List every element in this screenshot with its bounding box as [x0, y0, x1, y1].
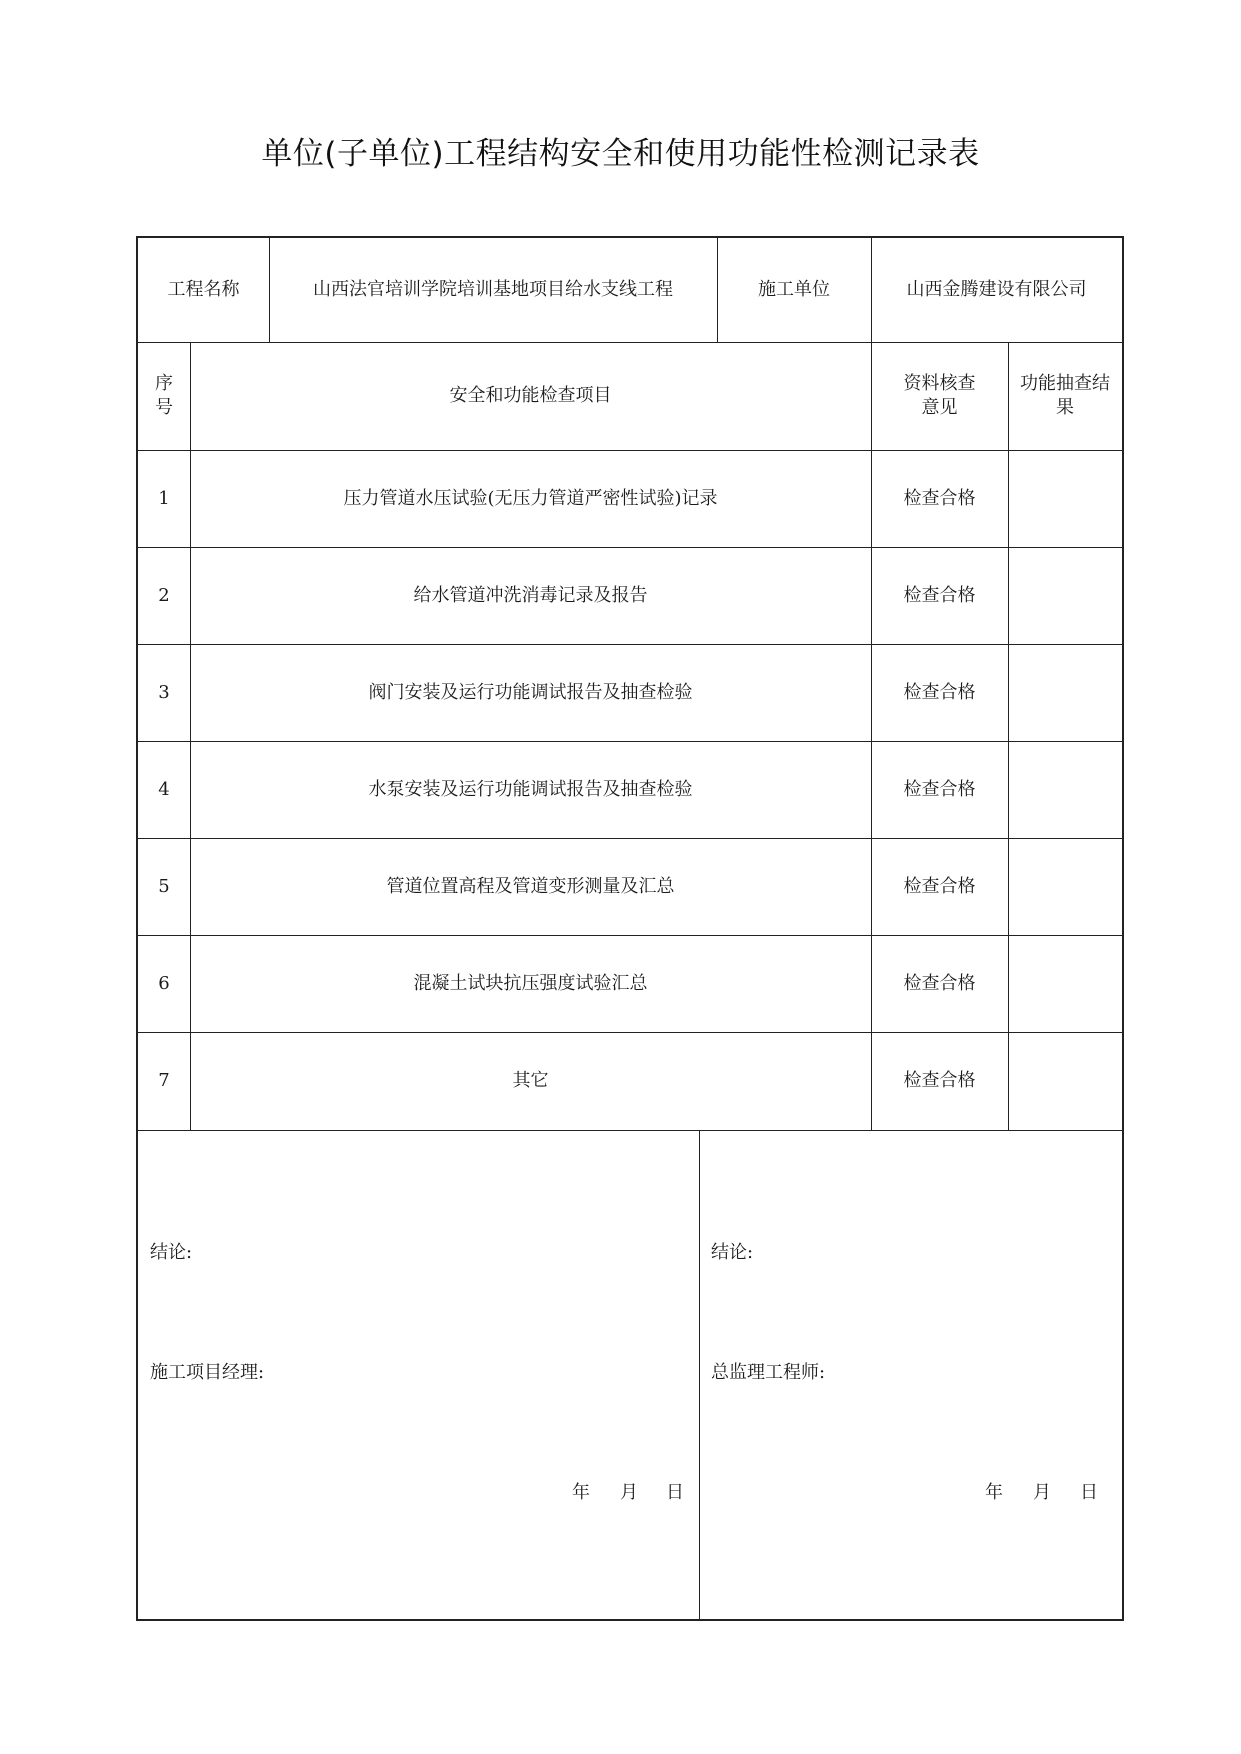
row-2-item: 给水管道冲洗消毒记录及报告	[413, 584, 648, 606]
rule-v-header-3	[871, 238, 872, 342]
column-header-spot-check: 功能抽查结 果	[1020, 373, 1110, 418]
row-3-item: 阀门安装及运行功能调试报告及抽查检验	[368, 681, 693, 703]
row-4-no: 4	[158, 778, 170, 800]
row-7-review: 检查合格	[903, 1070, 976, 1091]
row-5-no: 5	[158, 875, 170, 897]
right-month-label: 月	[1033, 1482, 1051, 1503]
rule-row-5	[138, 935, 1122, 936]
row-5-item: 管道位置高程及管道变形测量及汇总	[386, 875, 675, 897]
row-6-item: 混凝土试块抗压强度试验汇总	[413, 972, 648, 994]
rule-v-header-2	[717, 238, 718, 342]
row-3-result[interactable]	[1008, 644, 1122, 741]
row-5-review: 检查合格	[903, 875, 976, 897]
page-title: 单位(子单位)工程结构安全和使用功能性检测记录表	[261, 136, 980, 172]
rule-header-bottom	[138, 342, 1122, 343]
row-7-no: 7	[158, 1070, 170, 1091]
row-2-no: 2	[158, 584, 170, 606]
row-1-no: 1	[158, 487, 170, 509]
column-header-item: 安全和功能检查项目	[449, 385, 612, 406]
row-3-no: 3	[158, 681, 170, 703]
rule-row-2	[138, 644, 1122, 645]
rule-v-footer	[699, 1130, 700, 1619]
rule-v-review	[1008, 342, 1009, 1130]
row-6-review: 检查合格	[903, 972, 976, 994]
row-4-review: 检查合格	[903, 778, 976, 800]
row-6-result[interactable]	[1008, 935, 1122, 1032]
rule-row-4	[138, 838, 1122, 839]
row-2-result[interactable]	[1008, 547, 1122, 644]
row-4-item: 水泵安装及运行功能调试报告及抽查检验	[368, 778, 693, 800]
rule-v-seq	[190, 342, 191, 1130]
inspection-form	[136, 236, 1124, 1621]
rule-table-bottom	[138, 1130, 1122, 1131]
project-name-label: 工程名称	[167, 279, 240, 300]
row-7-item: 其它	[512, 1070, 549, 1091]
left-conclusion-label: 结论:	[150, 1242, 193, 1263]
rule-row-6	[138, 1032, 1122, 1033]
rule-v-item	[871, 342, 872, 1130]
row-3-review: 检查合格	[903, 681, 976, 703]
row-5-result[interactable]	[1008, 838, 1122, 935]
rule-row-1	[138, 547, 1122, 548]
rule-row-3	[138, 741, 1122, 742]
row-1-item: 压力管道水压试验(无压力管道严密性试验)记录	[343, 487, 718, 509]
rule-colheader-bottom	[138, 450, 1122, 451]
row-7-result[interactable]	[1008, 1032, 1122, 1130]
right-day-label: 日	[1080, 1482, 1098, 1503]
project-manager-label: 施工项目经理:	[150, 1362, 265, 1383]
chief-supervisor-label: 总监理工程师:	[711, 1362, 826, 1383]
row-4-result[interactable]	[1008, 741, 1122, 838]
project-name-value: 山西法官培训学院培训基地项目给水支线工程	[313, 279, 673, 300]
rule-v-header-1	[269, 238, 270, 342]
row-6-no: 6	[158, 972, 170, 994]
row-2-review: 检查合格	[903, 584, 976, 606]
contractor-label: 施工单位	[758, 279, 830, 300]
right-year-label: 年	[985, 1482, 1003, 1503]
right-conclusion-label: 结论:	[711, 1242, 754, 1263]
column-header-seq: 序 号	[155, 373, 173, 418]
contractor-value: 山西金腾建设有限公司	[906, 279, 1087, 300]
row-1-result[interactable]	[1008, 450, 1122, 547]
left-day-label: 日	[666, 1482, 684, 1503]
left-month-label: 月	[620, 1482, 638, 1503]
column-header-review: 资料核查 意见	[903, 373, 976, 418]
row-1-review: 检查合格	[903, 487, 976, 509]
left-year-label: 年	[572, 1482, 590, 1503]
